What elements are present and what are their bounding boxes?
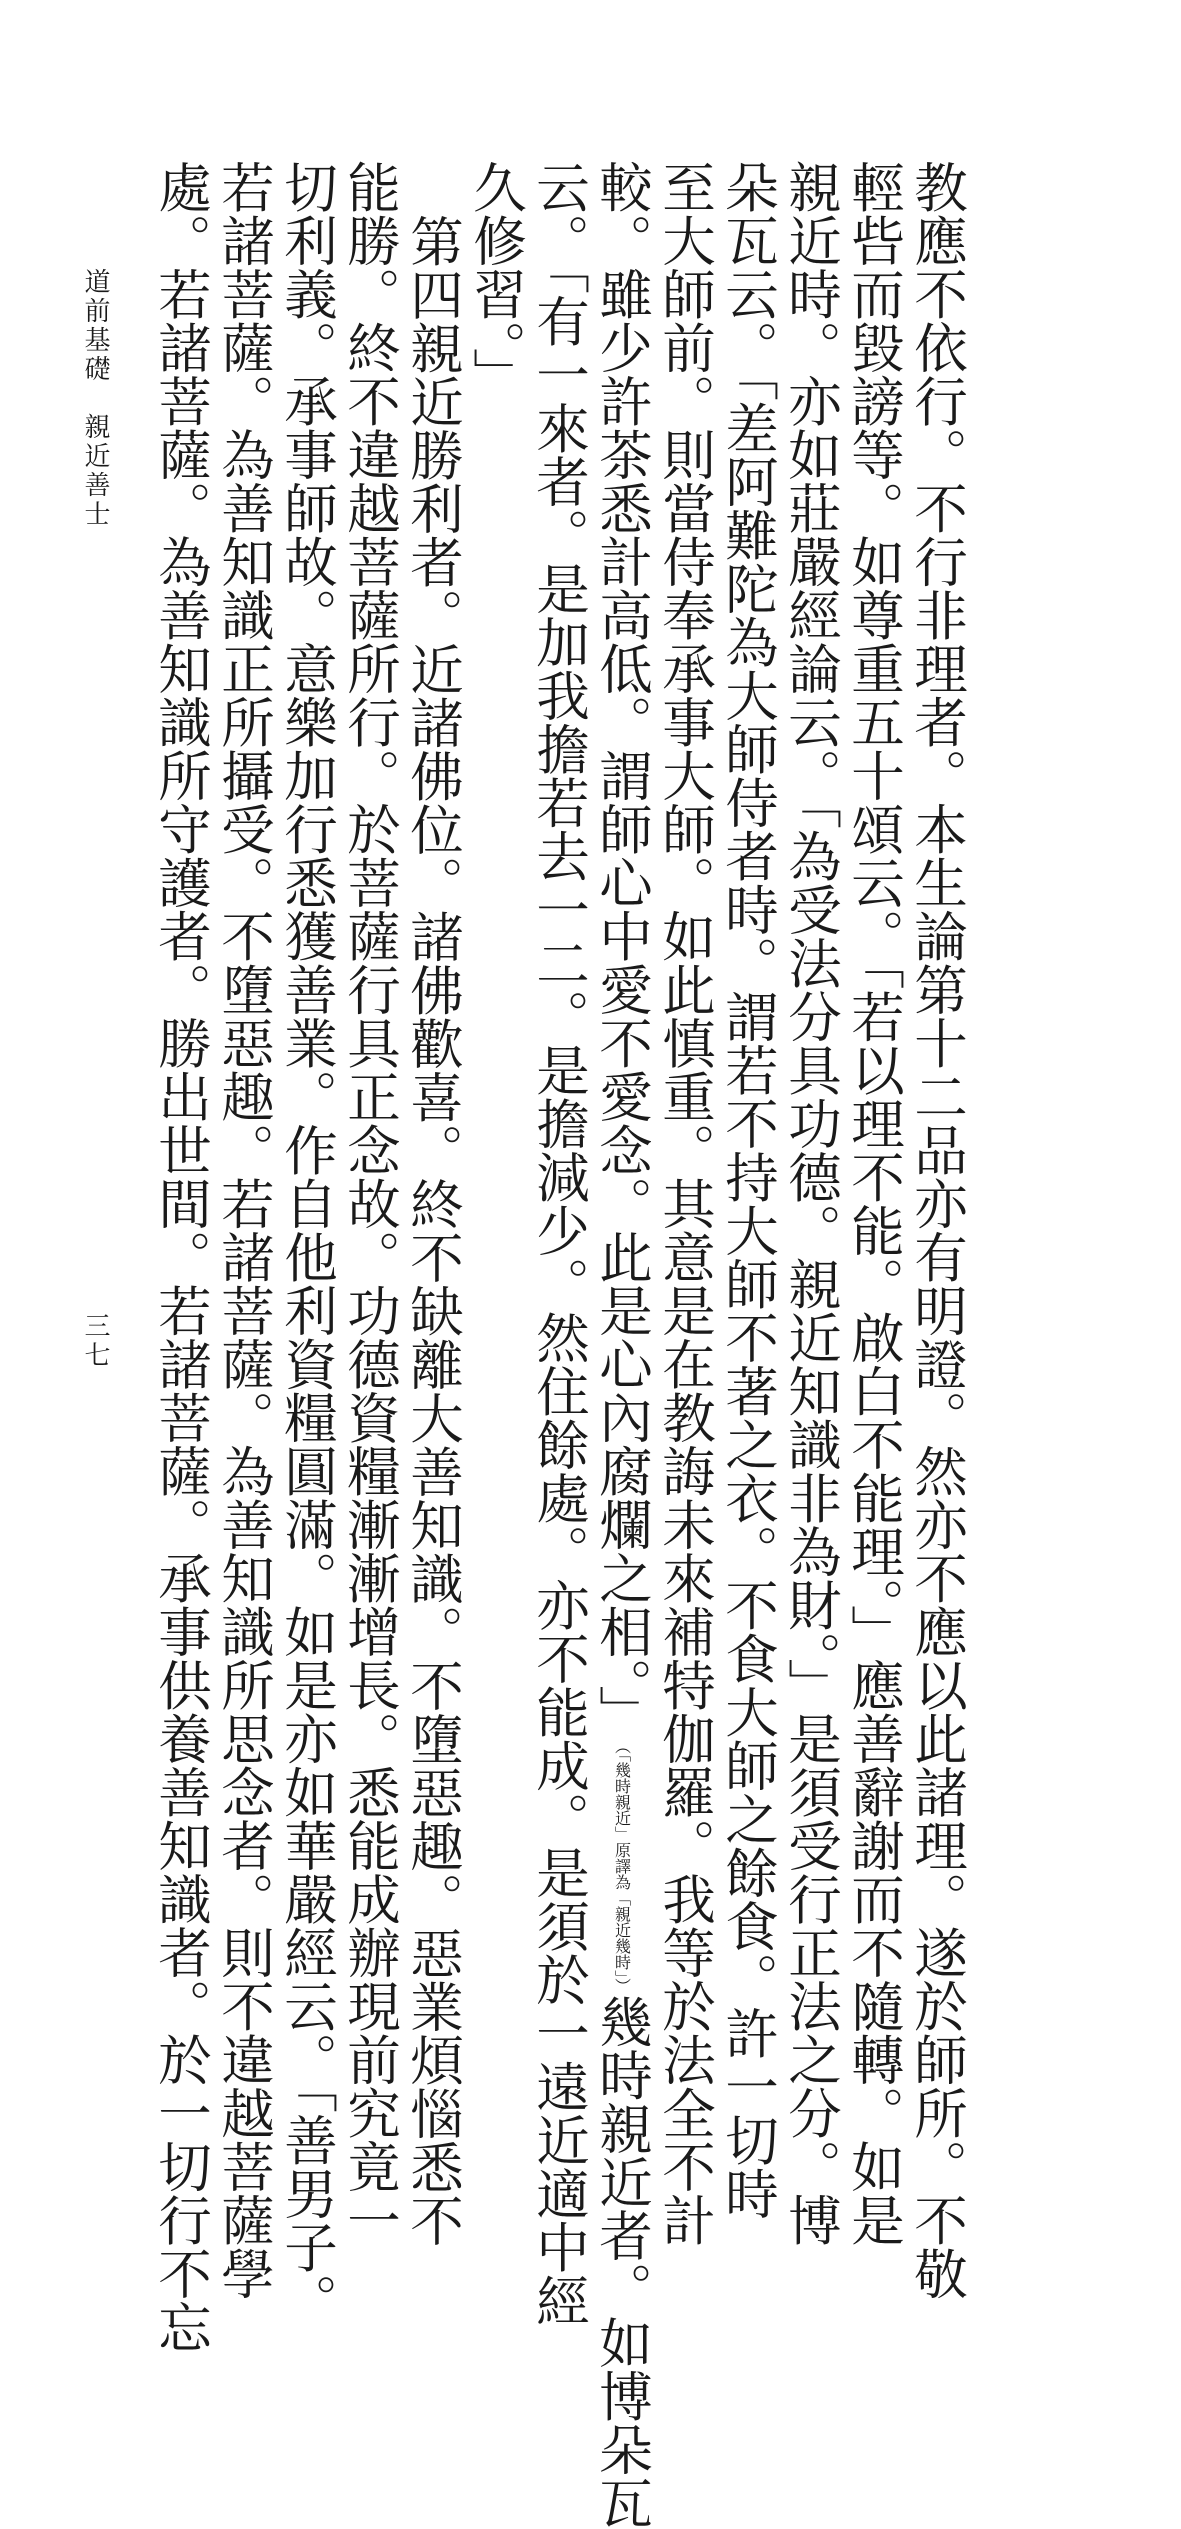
text-column-5: 至大師前。則當侍奉承事大師。如此慎重。其意是在教誨未來補特伽羅。我等於法全不計 (653, 160, 717, 2247)
text-column-8: 久修習。」 (464, 160, 528, 401)
text-column-2: 輕呰而毀謗等。如尊重五十頌云。「若以理不能。啟白不能理。」應善辭謝而不隨轉。如是 (842, 160, 906, 2247)
text-column-7: 云。「有一來者。是加我擔若去一二。是擔減少。然住餘處。亦不能成。是須於一遠近適中經 (527, 160, 591, 2327)
text-column-13: 處。若諸菩薩。為善知識所守護者。勝出世間。若諸菩薩。承事供養善知識者。於一切行不忘 (149, 160, 213, 2354)
text-column-9: 第四親近勝利者。近諸佛位。諸佛歡喜。終不缺離大善知識。不墮惡趣。惡業煩惱悉不 (401, 214, 465, 2247)
text-column-1: 教應不依行。不行非理者。本生論第十二品亦有明證。然亦不應以此諸理。遂於師所。不敬 (905, 160, 969, 2300)
text-column-6: 較。雖少許茶悉計高低。謂師心中愛不愛念。此是心內腐爛之相。」（「幾時親近」原譯為「親近幾時」）幾時親近者。如博朵瓦 (590, 160, 654, 2529)
text-column-3: 親近時。亦如莊嚴經論云。「為受法分具功德。親近知識非為財。」是須受行正法之分。博 (779, 160, 843, 2247)
inline-annotation: （「幾時親近」原譯為「親近幾時」） (612, 1738, 632, 1995)
text-column-12: 若諸菩薩。為善知識正所攝受。不墮惡趣。若諸菩薩。為善知識所思念者。則不違越菩薩學 (212, 160, 276, 2300)
page-number: 三七 (80, 1312, 110, 1370)
text-column-4: 朵瓦云。「差阿難陀為大師侍者時。謂若不持大師不著之衣。不食大師之餘食。許一切時 (716, 160, 780, 2220)
text-column-11: 切利義。承事師故。意樂加行悉獲善業。作自他利資糧圓滿。如是亦如華嚴經云。「善男子。 (275, 160, 339, 2327)
running-title: 道前基礎 親近善士 (80, 268, 110, 529)
text-column-10: 能勝。終不違越菩薩所行。於菩薩行具正念故。功德資糧漸漸增長。悉能成辦現前究竟一 (338, 160, 402, 2247)
